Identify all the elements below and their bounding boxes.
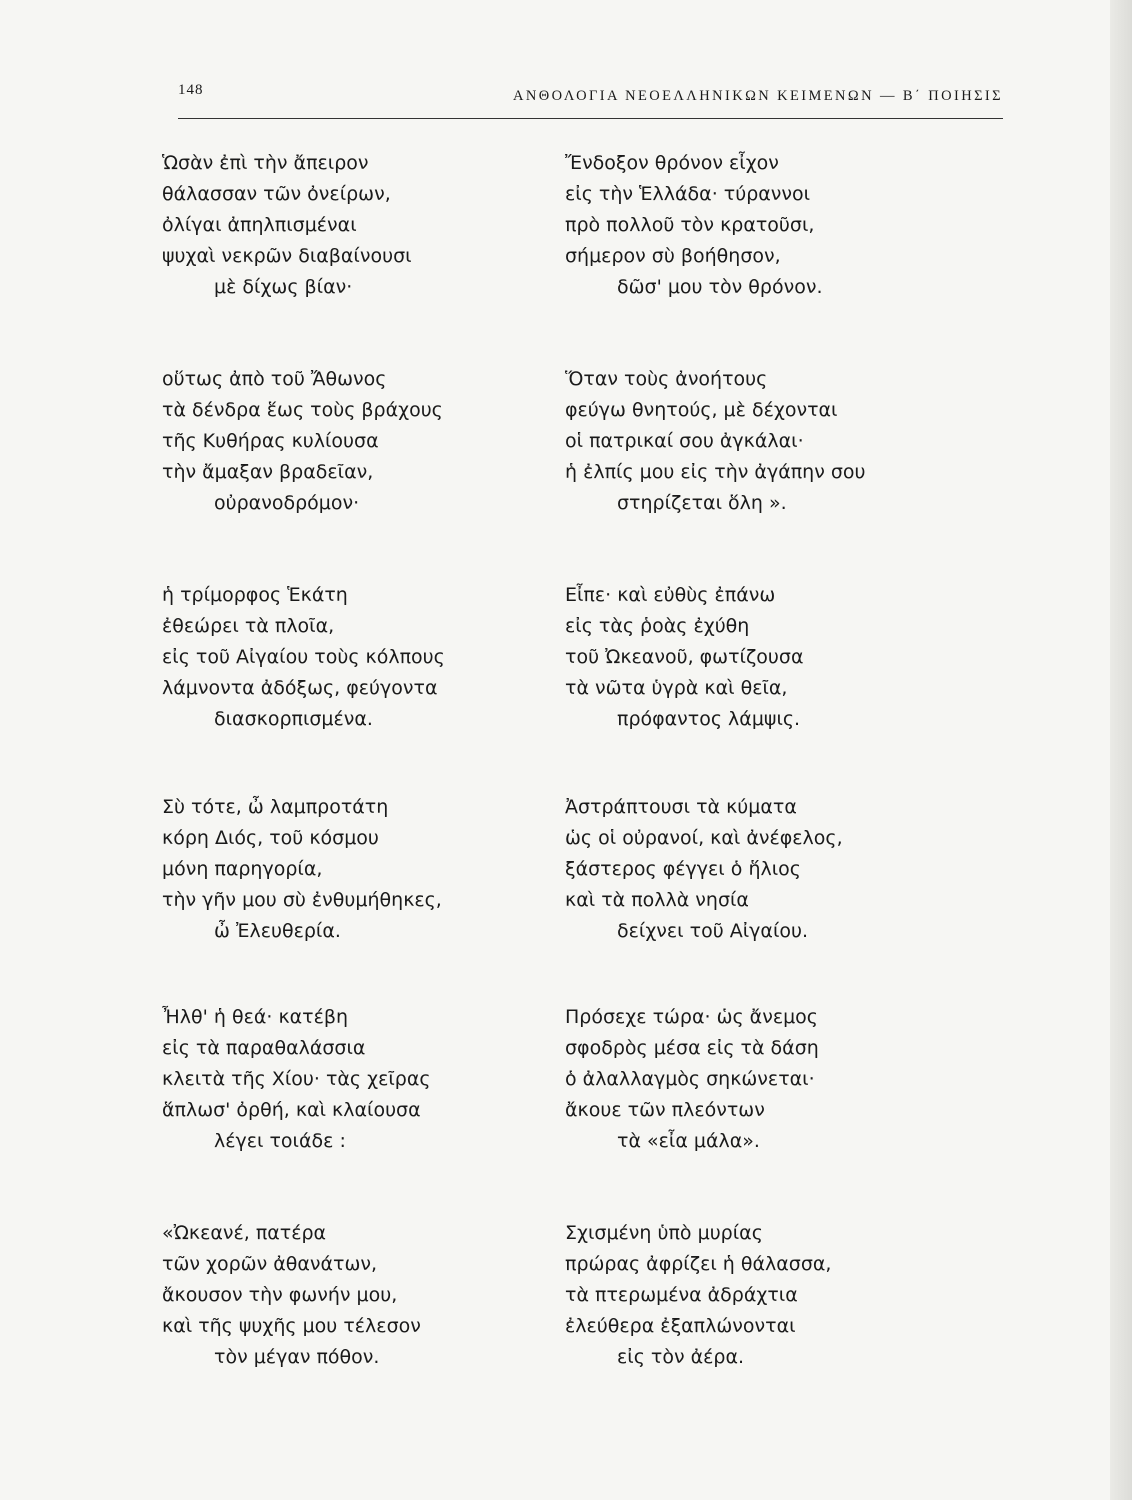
verse-line: ἄκουσον τὴν φωνήν μου, bbox=[162, 1284, 398, 1306]
verse-line: ἄκουε τῶν πλεόντων bbox=[565, 1099, 765, 1121]
verse-line: Πρόσεχε τώρα· ὡς ἄνεμος bbox=[565, 1006, 818, 1028]
verse-line: διασκορπισμένα. bbox=[214, 708, 373, 730]
verse-line: ἐθεώρει τὰ πλοῖα, bbox=[162, 615, 335, 637]
verse-line: ψυχαὶ νεκρῶν διαβαίνουσι bbox=[162, 245, 412, 267]
verse-line: στηρίζεται ὅλη ». bbox=[617, 492, 787, 514]
verse-line: ξάστερος φέγγει ὁ ἥλιος bbox=[565, 858, 801, 880]
verse-line: ἅπλωσ' ὀρθή, καὶ κλαίουσα bbox=[162, 1099, 421, 1121]
verse-line: μόνη παρηγορία, bbox=[162, 858, 323, 880]
verse-line: μὲ δίχως βίαν· bbox=[214, 276, 353, 298]
stanza bbox=[565, 364, 1025, 519]
verse-line: πρώρας ἀφρίζει ἡ θάλασσα, bbox=[565, 1253, 832, 1275]
stanza bbox=[565, 792, 1025, 947]
verse-line: Ἦλθ' ἡ θεά· κατέβη bbox=[162, 1006, 349, 1028]
page-header bbox=[178, 82, 1003, 112]
verse-line: εἰς τὰ παραθαλάσσια bbox=[162, 1037, 366, 1059]
running-title: ΑΝΘΟΛΟΓΙΑ ΝΕΟΕΛΛΗΝΙΚΩΝ ΚΕΙΜΕΝΩΝ — Β΄ ΠΟΙΗΣΙΣ bbox=[513, 88, 1003, 104]
verse-line: λάμνοντα ἀδόξως, φεύγοντα bbox=[162, 677, 438, 699]
stanza bbox=[162, 580, 622, 735]
stanza bbox=[565, 1218, 1025, 1373]
verse-line: Ὅταν τοὺς ἀνοήτους bbox=[565, 368, 768, 390]
verse-line: ἡ τρίμορφος Ἑκάτη bbox=[162, 584, 348, 606]
verse-line: ἡ ἐλπίς μου εἰς τὴν ἀγάπην σου bbox=[565, 461, 866, 483]
verse-line: κόρη Διός, τοῦ κόσμου bbox=[162, 827, 379, 849]
verse-line: Ἀστράπτουσι τὰ κύματα bbox=[565, 796, 797, 818]
verse-line: τὴν γῆν μου σὺ ἐνθυμήθηκες, bbox=[162, 889, 442, 911]
verse-line: οὐρανοδρόμον· bbox=[214, 492, 360, 514]
verse-line: ὁ ἀλαλλαγμὸς σηκώνεται· bbox=[565, 1068, 815, 1090]
verse-line: τὰ πτερωμένα ἀδράχτια bbox=[565, 1284, 798, 1306]
verse-line: οὕτως ἀπὸ τοῦ Ἄθωνος bbox=[162, 368, 387, 390]
stanza bbox=[162, 148, 622, 303]
verse-line: τὴν ἄμαξαν βραδεῖαν, bbox=[162, 461, 374, 483]
stanza bbox=[162, 1218, 622, 1373]
stanza bbox=[565, 1002, 1025, 1157]
verse-line: οἱ πατρικαί σου ἀγκάλαι· bbox=[565, 430, 804, 452]
verse-line: δῶσ' μου τὸν θρόνον. bbox=[617, 276, 823, 298]
verse-line: Σὺ τότε, ὦ λαμπροτάτη bbox=[162, 796, 389, 818]
stanza bbox=[162, 1002, 622, 1157]
verse-line: τὰ «εἶα μάλα». bbox=[617, 1130, 760, 1152]
verse-line: τῆς Κυθήρας κυλίουσα bbox=[162, 430, 379, 452]
verse-line: Εἶπε· καὶ εὐθὺς ἐπάνω bbox=[565, 584, 776, 606]
stanza bbox=[162, 364, 622, 519]
verse-line: εἰς τὰς ῥοὰς ἐχύθη bbox=[565, 615, 750, 637]
verse-line: εἰς τὴν Ἑλλάδα· τύραννοι bbox=[565, 183, 811, 205]
verse-line: εἰς τὸν ἀέρα. bbox=[617, 1346, 745, 1368]
verse-line: ὀλίγαι ἀπηλπισμέναι bbox=[162, 214, 357, 236]
verse-line: Ἔνδοξον θρόνον εἶχον bbox=[565, 152, 779, 174]
page-number: 148 bbox=[178, 82, 204, 98]
verse-line: σήμερον σὺ βοήθησον, bbox=[565, 245, 781, 267]
verse-line: λέγει τοιάδε : bbox=[214, 1130, 346, 1152]
stanza bbox=[565, 148, 1025, 303]
stanza bbox=[162, 792, 622, 947]
verse-line: κλειτὰ τῆς Χίου· τὰς χεῖρας bbox=[162, 1068, 431, 1090]
verse-line: Ὡσὰν ἐπὶ τὴν ἄπειρον bbox=[162, 152, 369, 174]
verse-line: τῶν χορῶν ἀθανάτων, bbox=[162, 1253, 378, 1275]
verse-line: φεύγω θνητούς, μὲ δέχονται bbox=[565, 399, 838, 421]
verse-line: δείχνει τοῦ Αἰγαίου. bbox=[617, 920, 809, 942]
verse-line: Σχισμένη ὑπὸ μυρίας bbox=[565, 1222, 763, 1244]
verse-line: εἰς τοῦ Αἰγαίου τοὺς κόλπους bbox=[162, 646, 445, 668]
page-edge bbox=[1110, 0, 1132, 1500]
stanza bbox=[565, 580, 1025, 735]
verse-line: ὦ Ἐλευθερία. bbox=[214, 920, 341, 942]
header-rule bbox=[178, 118, 1003, 119]
verse-line: ὡς οἱ οὐρανοί, καὶ ἀνέφελος, bbox=[565, 827, 843, 849]
verse-line: σφοδρὸς μέσα εἰς τὰ δάση bbox=[565, 1037, 819, 1059]
verse-line: τὰ δένδρα ἕως τοὺς βράχους bbox=[162, 399, 443, 421]
verse-line: ἐλεύθερα ἐξαπλώνονται bbox=[565, 1315, 796, 1337]
verse-line: πρὸ πολλοῦ τὸν κρατοῦσι, bbox=[565, 214, 815, 236]
verse-line: καὶ τὰ πολλὰ νησία bbox=[565, 889, 749, 911]
verse-line: καὶ τῆς ψυχῆς μου τέλεσον bbox=[162, 1315, 421, 1337]
verse-line: τὸν μέγαν πόθον. bbox=[214, 1346, 380, 1368]
verse-line: τοῦ Ὠκεανοῦ, φωτίζουσα bbox=[565, 646, 804, 668]
verse-line: θάλασσαν τῶν ὀνείρων, bbox=[162, 183, 391, 205]
verse-line: τὰ νῶτα ὑγρὰ καὶ θεῖα, bbox=[565, 677, 788, 699]
verse-line: «Ὠκεανέ, πατέρα bbox=[162, 1222, 327, 1244]
verse-line: πρόφαντος λάμψις. bbox=[617, 708, 801, 730]
